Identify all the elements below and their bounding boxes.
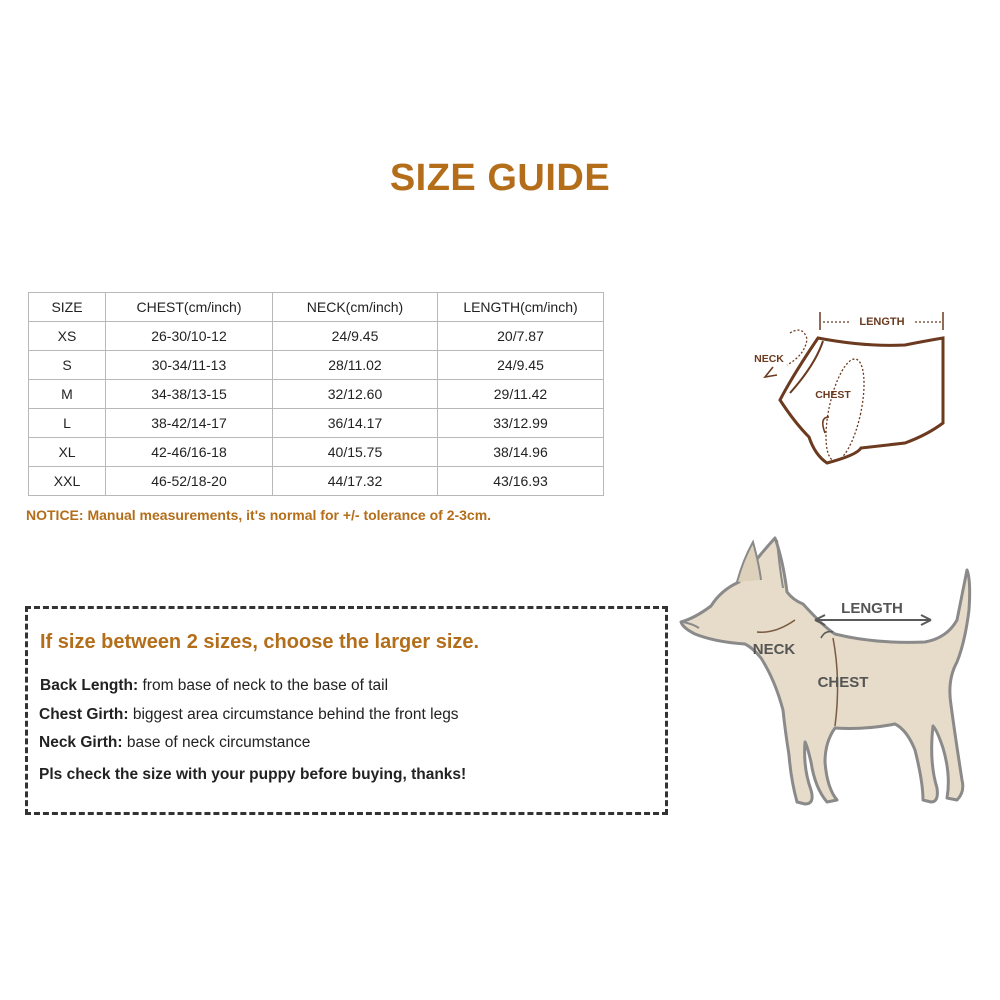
cell-neck: 32/12.60 [273,380,438,409]
table-row [29,351,604,380]
garment-neck-label: NECK [754,353,784,365]
tip-chest-girth [39,706,459,724]
tip-label: Neck Girth: [39,734,123,751]
dog-illustration [675,530,980,820]
tip-neck-girth [39,734,310,752]
cell-length: 24/9.45 [438,351,604,380]
tip-back-length [40,677,388,695]
dog-chest-label: CHEST [817,674,869,691]
cell-length: 20/7.87 [438,322,604,351]
cell-neck: 28/11.02 [273,351,438,380]
cell-size: XL [29,438,106,467]
cell-chest: 26-30/10-12 [106,322,273,351]
garment-illustration [745,305,955,475]
tips-heading: If size between 2 sizes, choose the larger size. [40,631,480,653]
tip-final: Pls check the size with your puppy before buying, thanks! [39,766,467,783]
cell-length: 29/11.42 [438,380,604,409]
cell-length: 33/12.99 [438,409,604,438]
tip-text: biggest area circumstance behind the front legs [128,706,459,723]
header-neck: NECK(cm/inch) [273,293,438,322]
tip-label: Chest Girth: [39,706,129,723]
cell-neck: 24/9.45 [273,322,438,351]
table-row [29,438,604,467]
cell-size: M [29,380,106,409]
table-row [29,322,604,351]
dog-diagram [675,530,980,820]
header-length: LENGTH(cm/inch) [438,293,604,322]
cell-chest: 30-34/11-13 [106,351,273,380]
cell-chest: 42-46/16-18 [106,438,273,467]
tips-box [25,606,668,815]
dog-neck-label: NECK [752,641,796,658]
table-row [29,409,604,438]
table-header-row [29,293,604,322]
cell-size: S [29,351,106,380]
cell-neck: 36/14.17 [273,409,438,438]
notice-text: NOTICE: Manual measurements, it's normal for +/- tolerance of 2-3cm. [26,507,492,523]
cell-neck: 40/15.75 [273,438,438,467]
cell-size: L [29,409,106,438]
garment-length-label: LENGTH [859,316,905,328]
header-size: SIZE [29,293,106,322]
cell-size: XXL [29,467,106,496]
table-row [29,380,604,409]
tip-label: Back Length: [40,677,139,694]
table-row [29,467,604,496]
cell-chest: 38-42/14-17 [106,409,273,438]
tip-text: from base of neck to the base of tail [138,677,389,694]
cell-length: 43/16.93 [438,467,604,496]
garment-diagram [745,305,955,475]
cell-chest: 46-52/18-20 [106,467,273,496]
page-title: SIZE GUIDE [389,157,611,199]
cell-chest: 34-38/13-15 [106,380,273,409]
header-chest: CHEST(cm/inch) [106,293,273,322]
garment-chest-label: CHEST [815,389,851,401]
cell-length: 38/14.96 [438,438,604,467]
cell-size: XS [29,322,106,351]
cell-neck: 44/17.32 [273,467,438,496]
size-table [28,292,604,496]
tip-text: base of neck circumstance [122,734,311,751]
dog-length-label: LENGTH [841,600,903,617]
